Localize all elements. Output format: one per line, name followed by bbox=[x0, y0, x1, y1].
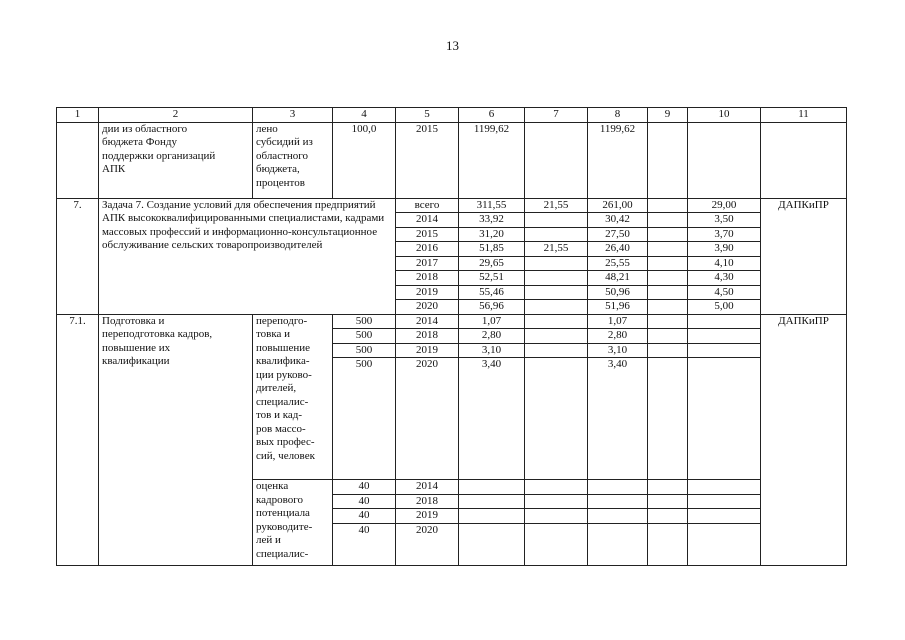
column-number: 2 bbox=[99, 108, 253, 123]
year-cell: 2015 bbox=[396, 227, 459, 242]
text-line: повышение bbox=[256, 341, 310, 354]
regional-cell: 51,96 bbox=[588, 300, 648, 315]
text-line: тов и кад- bbox=[256, 409, 303, 421]
column-number: 3 bbox=[253, 108, 333, 123]
regional-cell: 48,21 bbox=[588, 271, 648, 286]
text-line: бюджета Фонду bbox=[102, 136, 177, 148]
total-cell: 55,46 bbox=[459, 285, 525, 300]
total-cell: 29,65 bbox=[459, 256, 525, 271]
cell-empty bbox=[648, 358, 688, 480]
cell-empty bbox=[648, 480, 688, 495]
total-cell: 56,96 bbox=[459, 300, 525, 315]
year-cell: 2015 bbox=[396, 122, 459, 198]
regional-cell: 1199,62 bbox=[588, 122, 648, 198]
text-line: поддержки организаций bbox=[102, 149, 216, 162]
cell-empty bbox=[648, 523, 688, 565]
indicator-value: 100,0 bbox=[333, 122, 396, 198]
column-number: 4 bbox=[333, 108, 396, 123]
federal-cell bbox=[525, 256, 588, 271]
cell-empty bbox=[588, 523, 648, 565]
text-line: дии из областного bbox=[102, 122, 188, 135]
other-cell: 4,30 bbox=[688, 271, 761, 286]
cell-empty bbox=[648, 271, 688, 286]
total-cell: 52,51 bbox=[459, 271, 525, 286]
cell-empty bbox=[648, 509, 688, 524]
total-cell: 31,20 bbox=[459, 227, 525, 242]
year-cell: 2020 bbox=[396, 358, 459, 480]
row-number: 7. bbox=[57, 198, 99, 314]
cell-empty bbox=[459, 509, 525, 524]
indicator-cell bbox=[253, 480, 333, 566]
cell-empty bbox=[525, 509, 588, 524]
total-cell: 1,07 bbox=[459, 314, 525, 329]
text-line: сий, человек bbox=[256, 449, 315, 462]
cell-empty bbox=[525, 494, 588, 509]
cell-empty bbox=[459, 523, 525, 565]
cell-empty bbox=[525, 480, 588, 495]
indicator-value: 40 bbox=[333, 509, 396, 524]
text-line: областного bbox=[256, 149, 309, 162]
indicator-value: 500 bbox=[333, 343, 396, 358]
cell-empty bbox=[588, 509, 648, 524]
year-cell: 2018 bbox=[396, 329, 459, 344]
total-cell: 311,55 bbox=[459, 198, 525, 213]
cell-empty bbox=[525, 122, 588, 198]
total-cell: 3,10 bbox=[459, 343, 525, 358]
cell-empty bbox=[648, 343, 688, 358]
text-line: переподго- bbox=[256, 314, 308, 327]
indicator-value: 40 bbox=[333, 494, 396, 509]
page-number: 13 bbox=[446, 38, 459, 53]
text-line: специалис- bbox=[256, 395, 309, 408]
cell-empty bbox=[525, 523, 588, 565]
federal-cell bbox=[525, 227, 588, 242]
federal-cell bbox=[525, 213, 588, 228]
executor-cell: ДАПКиПР bbox=[761, 198, 847, 314]
text-line: повышение их bbox=[102, 341, 171, 354]
cell-empty bbox=[688, 329, 761, 344]
text-line: лей и bbox=[256, 534, 281, 546]
column-number: 1 bbox=[57, 108, 99, 123]
cell-empty bbox=[648, 213, 688, 228]
task-title: Задача 7. Создание условий для обеспечения предприятий АПК высококвалифицированными специалистами, кадрами массовых профессий и информационно-консультационное обслуживание сельских товаропроизводителей bbox=[99, 198, 396, 314]
indicator-cell bbox=[253, 314, 333, 480]
text-line: товка и bbox=[256, 328, 291, 340]
text-line: квалификации bbox=[102, 355, 170, 367]
year-cell: 2018 bbox=[396, 494, 459, 509]
indicator-value: 500 bbox=[333, 358, 396, 480]
federal-cell bbox=[525, 271, 588, 286]
cell-empty bbox=[688, 494, 761, 509]
cell-empty bbox=[648, 256, 688, 271]
text-line: АПК bbox=[102, 163, 126, 175]
text-line: лено bbox=[256, 122, 278, 135]
cell-empty bbox=[688, 523, 761, 565]
column-number: 11 bbox=[761, 108, 847, 123]
text-line: руководите- bbox=[256, 520, 313, 533]
regional-cell: 30,42 bbox=[588, 213, 648, 228]
text-line: субсидий из bbox=[256, 136, 313, 148]
text-line: потенциала bbox=[256, 507, 310, 519]
total-cell: 51,85 bbox=[459, 242, 525, 257]
cell-empty bbox=[525, 329, 588, 344]
cell-empty bbox=[648, 494, 688, 509]
text-line: оценка bbox=[256, 480, 289, 492]
column-number: 10 bbox=[688, 108, 761, 123]
year-cell: 2014 bbox=[396, 213, 459, 228]
cell-empty bbox=[648, 300, 688, 315]
cell-empty bbox=[648, 198, 688, 213]
federal-cell: 21,55 bbox=[525, 198, 588, 213]
year-cell: 2018 bbox=[396, 271, 459, 286]
cell-empty bbox=[688, 314, 761, 329]
text-line: ров массо- bbox=[256, 422, 306, 435]
text-line: вых профес- bbox=[256, 436, 315, 448]
column-number: 5 bbox=[396, 108, 459, 123]
column-number: 8 bbox=[588, 108, 648, 123]
executor-cell: ДАПКиПР bbox=[761, 314, 847, 565]
indicator-cell bbox=[253, 122, 333, 198]
regional-cell: 25,55 bbox=[588, 256, 648, 271]
other-cell: 3,50 bbox=[688, 213, 761, 228]
cell-empty bbox=[459, 480, 525, 495]
text-line: процентов bbox=[256, 176, 305, 189]
cell-empty bbox=[588, 494, 648, 509]
regional-cell: 2,80 bbox=[588, 329, 648, 344]
row-number: 7.1. bbox=[57, 314, 99, 565]
other-cell: 3,90 bbox=[688, 242, 761, 257]
total-cell: 3,40 bbox=[459, 358, 525, 480]
federal-cell: 21,55 bbox=[525, 242, 588, 257]
cell-empty bbox=[648, 122, 688, 198]
cell-empty bbox=[648, 242, 688, 257]
total-cell: 1199,62 bbox=[459, 122, 525, 198]
cell-empty bbox=[525, 343, 588, 358]
regional-cell: 27,50 bbox=[588, 227, 648, 242]
cell-empty bbox=[688, 358, 761, 480]
cell-empty bbox=[525, 358, 588, 480]
year-cell: 2020 bbox=[396, 523, 459, 565]
cell-empty bbox=[648, 329, 688, 344]
regional-cell: 26,40 bbox=[588, 242, 648, 257]
indicator-value: 500 bbox=[333, 329, 396, 344]
cell-empty bbox=[688, 509, 761, 524]
regional-cell: 3,40 bbox=[588, 358, 648, 480]
regional-cell: 3,10 bbox=[588, 343, 648, 358]
text-line: переподготовка кадров, bbox=[102, 328, 213, 340]
cell-empty bbox=[648, 285, 688, 300]
cell-empty bbox=[688, 480, 761, 495]
year-cell: 2019 bbox=[396, 509, 459, 524]
text-line: специалис- bbox=[256, 547, 309, 560]
year-cell: 2019 bbox=[396, 343, 459, 358]
table-row bbox=[57, 314, 847, 329]
text-line: квалифика- bbox=[256, 355, 310, 367]
table-row bbox=[57, 122, 847, 198]
text-line: Подготовка и bbox=[102, 314, 165, 327]
year-cell: 2019 bbox=[396, 285, 459, 300]
year-cell: 2020 bbox=[396, 300, 459, 315]
column-number: 6 bbox=[459, 108, 525, 123]
program-table bbox=[56, 107, 847, 566]
measure-name-cell bbox=[99, 122, 253, 198]
other-cell: 4,10 bbox=[688, 256, 761, 271]
text-line: бюджета, bbox=[256, 163, 300, 175]
cell-empty bbox=[648, 314, 688, 329]
year-cell: всего bbox=[396, 198, 459, 213]
cell-empty bbox=[588, 480, 648, 495]
regional-cell: 50,96 bbox=[588, 285, 648, 300]
indicator-value: 40 bbox=[333, 480, 396, 495]
text-line: кадрового bbox=[256, 493, 304, 506]
year-cell: 2017 bbox=[396, 256, 459, 271]
regional-cell: 1,07 bbox=[588, 314, 648, 329]
text-line: дителей, bbox=[256, 382, 297, 394]
other-cell: 4,50 bbox=[688, 285, 761, 300]
cell-empty bbox=[459, 494, 525, 509]
other-cell: 29,00 bbox=[688, 198, 761, 213]
total-cell: 33,92 bbox=[459, 213, 525, 228]
cell-empty bbox=[525, 314, 588, 329]
cell-empty bbox=[57, 122, 99, 198]
other-cell: 3,70 bbox=[688, 227, 761, 242]
year-cell: 2014 bbox=[396, 480, 459, 495]
total-cell: 2,80 bbox=[459, 329, 525, 344]
table-row bbox=[57, 198, 847, 213]
column-number: 7 bbox=[525, 108, 588, 123]
cell-empty bbox=[761, 122, 847, 198]
federal-cell bbox=[525, 300, 588, 315]
measure-name-cell bbox=[99, 314, 253, 565]
year-cell: 2014 bbox=[396, 314, 459, 329]
year-cell: 2016 bbox=[396, 242, 459, 257]
indicator-value: 500 bbox=[333, 314, 396, 329]
column-number: 9 bbox=[648, 108, 688, 123]
column-number-row bbox=[57, 108, 847, 123]
other-cell: 5,00 bbox=[688, 300, 761, 315]
cell-empty bbox=[648, 227, 688, 242]
regional-cell: 261,00 bbox=[588, 198, 648, 213]
indicator-value: 40 bbox=[333, 523, 396, 565]
cell-empty bbox=[688, 122, 761, 198]
federal-cell bbox=[525, 285, 588, 300]
cell-empty bbox=[688, 343, 761, 358]
text-line: ции руково- bbox=[256, 368, 312, 381]
